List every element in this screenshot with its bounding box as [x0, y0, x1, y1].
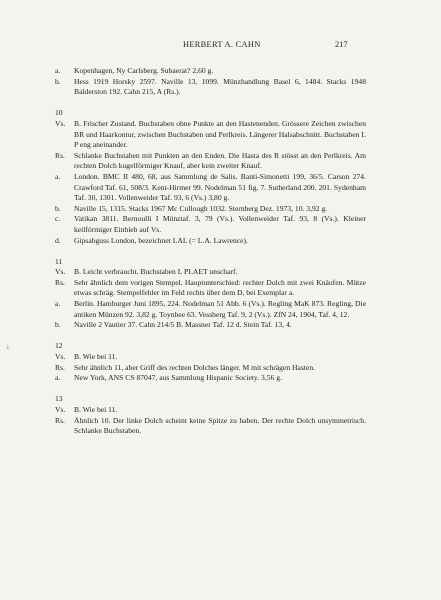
header-author: HERBERT A. CAHN [183, 40, 261, 49]
entry-label: a. [55, 373, 61, 383]
margin-tick: ꓕ [6, 345, 10, 351]
entry-label: a. [55, 299, 61, 309]
entry-number: 13 [55, 394, 63, 404]
catalogue-entry [55, 363, 366, 374]
catalogue-entry [55, 416, 366, 437]
catalogue-entry [55, 267, 366, 278]
entry-label: Vs. [55, 405, 66, 414]
running-header [0, 40, 441, 52]
entry-number: 10 [55, 108, 63, 118]
entry-text: Ähnlich 10. Der linke Dolch scheint keine Spitze zu haben. Der rechte Dolch unsymmetrisch. Schlanke Buchstaben. [74, 415, 366, 436]
entry-text: Berlin. Hamburger Juni 1895, 224. Nodelman 51 Abb. 6 (Vs.). Regling MaK 873. Regling, Die antiken Münzen 92. 3,82 g. Toynbee 63. Vessberg Taf. 9, 2 (Vs.). ZfN 24, 1904, Taf. 4, 12. [74, 299, 366, 319]
entry-label: Rs. [55, 362, 65, 372]
entry-label: a. [55, 66, 61, 75]
catalogue-entry [55, 119, 366, 151]
section-gap [55, 331, 366, 342]
page-number: 217 [335, 40, 348, 49]
catalogue-entry [55, 204, 366, 215]
catalogue-entry [55, 405, 366, 416]
catalogue-entry [55, 278, 366, 299]
entry-text: Gipsabguss London, bezeichnet LAL (= L.A. Lawrence). [74, 235, 248, 245]
entry-label: b. [55, 76, 61, 86]
entry-label: Rs. [55, 277, 65, 287]
entry-text: B. Leicht verbraucht. Buchstaben L PLAET unscharf. [74, 267, 238, 277]
entry-label: Vs. [55, 118, 66, 128]
entry-label: Vs. [55, 267, 66, 277]
catalogue-entry [55, 151, 366, 172]
catalogue-entry [55, 172, 366, 204]
catalogue-entry [55, 352, 366, 363]
entry-text: Naville 15, 1315. Stacks 1967 Mc Cullough 1032. Sternberg Dez. 1973, 10. 3,92 g. [74, 203, 328, 213]
entry-text: Sehr ähnlich dem vorigen Stempel. Hauptunterschied: rechter Dolch mit zwei Knäufen. Mütze etwas schräg. Stempelfehler im Feld rechts über dem D, bei Exemplar a. [74, 277, 366, 298]
catalogue-entry [55, 214, 366, 235]
catalogue-entry [55, 320, 366, 331]
entry-text: Vatikan 3811. Bernoulli I Münztaf. 3, 79 (Vs.). Vollenweider Taf. 93, 8 (Vs.). Kleiner keilförmiger Einhieb auf Vs. [74, 214, 366, 234]
catalogue-text [55, 66, 366, 437]
entry-text: Naville 2 Vautier 37. Cahn 214/5 B. Massner Taf. 12 d. Stein Taf. 13, 4. [74, 320, 292, 330]
section-gap [55, 246, 366, 257]
entry-label: c. [55, 214, 61, 224]
entry-label: a. [55, 171, 61, 181]
entry-label: Rs. [55, 150, 65, 160]
entry-number: 11 [55, 256, 63, 266]
section-gap [55, 98, 366, 109]
entry-label: b. [55, 320, 61, 330]
entry-text: B. Frischer Zustand. Buchstaben ohne Punkte an den Hastenenden. Grössere Zeichen zwischen BR und Haarkontur, zwischen Buchstaben und Perlkreis. Längerer Halsabschnitt. Buchstaben L P eng aneinander. [74, 118, 366, 150]
catalogue-entry [55, 66, 366, 77]
entry-text: London. BMC II 480, 68, aus Sammlung de Salis. Banti-Simonetti 199, 36/5. Carson 274. Crawford Taf. 61, 508/3. Kent-Hirmer 99. Nodelman 51 fig. 7. Sutherland 200. 201. Sydenham Taf. 30, 1301. Vollenweider Taf. 93, 6 (Vs.) 3,80 g. [74, 171, 366, 203]
entry-text: B. Wie bei 11. [74, 405, 118, 414]
entry-text: B. Wie bei 11. [74, 352, 118, 362]
catalogue-entry [55, 299, 366, 320]
entry-label: d. [55, 235, 61, 245]
entry-label: b. [55, 203, 61, 213]
entry-text: Kopenhagen, Ny Carlsberg. Subaerat? 2,60 g. [74, 66, 214, 75]
entry-label: Vs. [55, 352, 66, 362]
entry-text: Schlanke Buchstaben mit Punkten an den Enden. Die Hasta des R stösst an den Perlkreis. Am rechten Dolch kugelförmiger Knauf, aber kein zweiter Knauf. [74, 150, 366, 171]
catalogue-entry [55, 77, 366, 98]
catalogue-entry [55, 236, 366, 247]
entry-text: Sehr ähnlich 11, aber Griff des rechten Dolches länger. M mit schrägen Hasten. [74, 362, 316, 372]
section-gap [55, 384, 366, 395]
entry-text: New York, ANS CS 87047, aus Sammlung Hispanic Society. 3,56 g. [74, 373, 282, 383]
catalogue-entry [55, 373, 366, 384]
entry-label: Rs. [55, 415, 65, 425]
entry-number: 12 [55, 341, 63, 351]
entry-text: Hess 1919 Horsky 2597. Naville 13, 1099. Münzhandlung Basel 6, 1484. Stacks 1948 Balderston 192. Cahn 215, A (Rs.). [74, 76, 366, 97]
